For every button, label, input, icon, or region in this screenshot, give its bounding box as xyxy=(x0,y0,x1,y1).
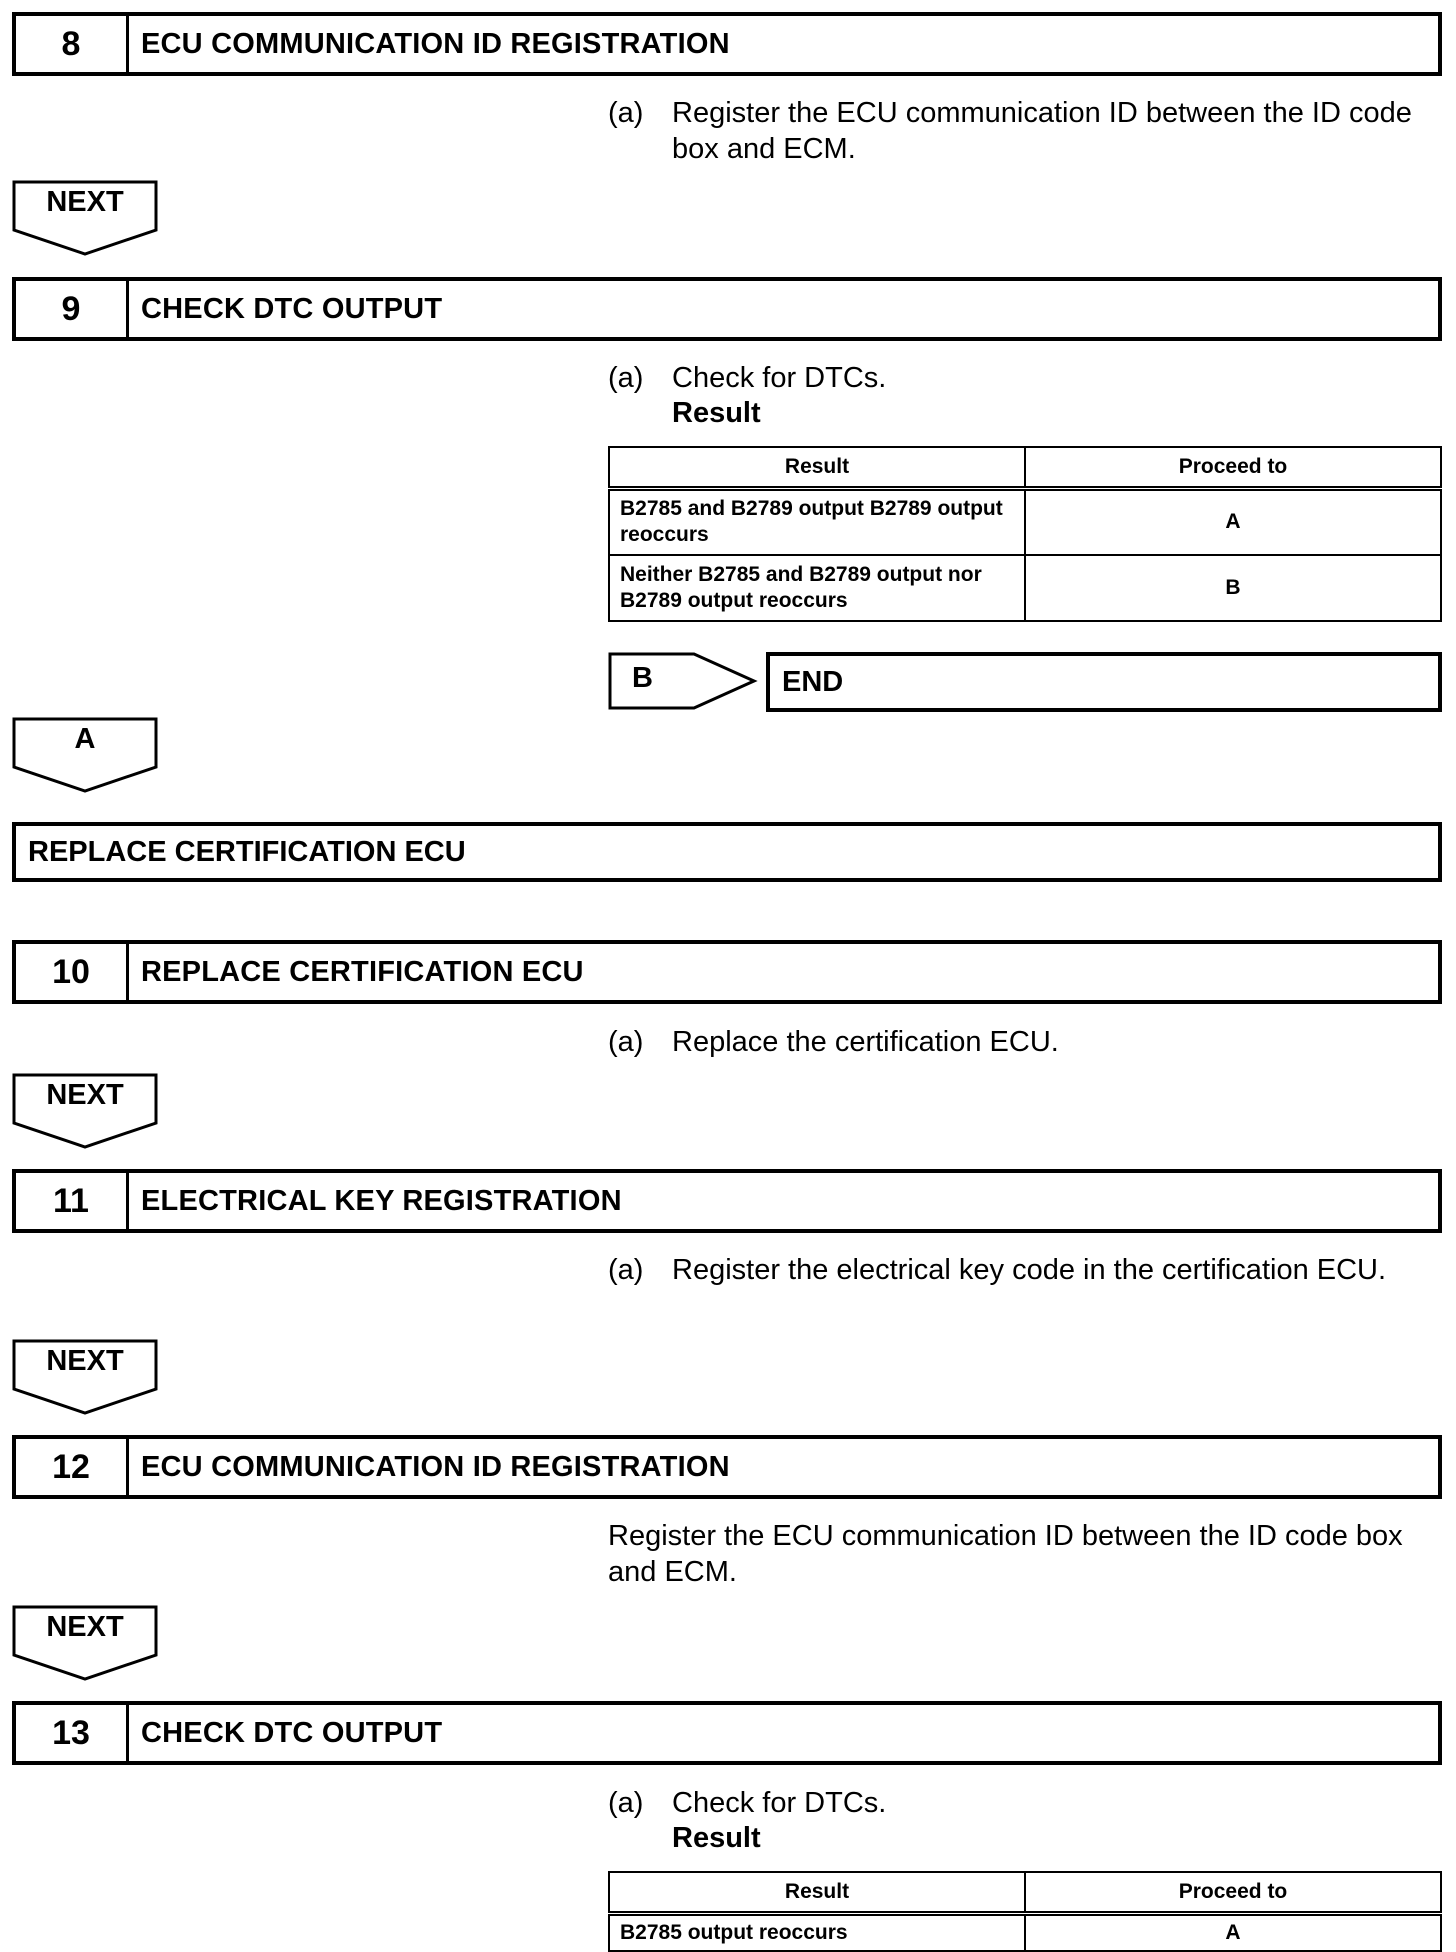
result-table-step-9 xyxy=(608,446,1442,622)
step-9-header xyxy=(12,277,1442,341)
instruction-label: (a) xyxy=(608,1254,644,1286)
instruction-text: Register the ECU communication ID between the ID code box and ECM. xyxy=(672,97,1412,165)
branch-b-arrow[interactable] xyxy=(608,652,758,708)
next-arrow-tab[interactable] xyxy=(12,1605,158,1681)
step-9-instruction xyxy=(608,360,1438,396)
result-cell: Neither B2785 and B2789 output nor B2789 output reoccurs xyxy=(609,555,1025,621)
replace-certification-ecu-box: REPLACE CERTIFICATION ECU xyxy=(12,822,1442,882)
instruction-label: (a) xyxy=(608,362,644,394)
table-row xyxy=(609,1914,1441,1952)
instruction-label: (a) xyxy=(608,1026,644,1058)
instruction-label: (a) xyxy=(608,97,644,129)
next-label: NEXT xyxy=(46,1079,124,1111)
column-header-proceed: Proceed to xyxy=(1025,447,1441,489)
step-8-instruction xyxy=(608,95,1438,167)
right-arrow-tab-icon xyxy=(608,652,758,712)
step-title: ECU COMMUNICATION ID REGISTRATION xyxy=(141,27,730,60)
table-row xyxy=(609,489,1441,555)
step-number: 13 xyxy=(16,1705,129,1761)
step-10-instruction xyxy=(608,1024,1438,1060)
result-cell: B2785 output reoccurs xyxy=(609,1914,1025,1952)
step-12-instruction: Register the ECU communication ID between the ID code box and ECM. xyxy=(608,1520,1403,1588)
next-arrow-tab[interactable] xyxy=(12,180,158,256)
step-title: REPLACE CERTIFICATION ECU xyxy=(141,955,584,988)
step-title: CHECK DTC OUTPUT xyxy=(141,292,443,325)
next-arrow-tab[interactable] xyxy=(12,1339,158,1415)
step-title: CHECK DTC OUTPUT xyxy=(141,1716,443,1749)
next-arrow-tab[interactable] xyxy=(12,1073,158,1149)
table-header-row xyxy=(609,447,1441,489)
instruction-text: Replace the certification ECU. xyxy=(672,1026,1059,1058)
step-number: 11 xyxy=(16,1173,129,1229)
next-label: NEXT xyxy=(46,1611,124,1643)
step-number: 9 xyxy=(16,281,129,337)
end-box: END xyxy=(766,652,1442,712)
result-table-step-13 xyxy=(608,1871,1442,1952)
column-header-result: Result xyxy=(609,447,1025,489)
step-11-instruction xyxy=(608,1252,1438,1288)
proceed-cell: A xyxy=(1025,1914,1441,1952)
proceed-cell: A xyxy=(1025,489,1441,555)
step-title: ELECTRICAL KEY REGISTRATION xyxy=(141,1184,622,1217)
step-12-header xyxy=(12,1435,1442,1499)
result-heading: Result xyxy=(672,397,761,429)
column-header-result: Result xyxy=(609,1872,1025,1914)
step-11-header xyxy=(12,1169,1442,1233)
step-number: 10 xyxy=(16,944,129,1000)
result-cell: B2785 and B2789 output B2789 output reoccurs xyxy=(609,489,1025,555)
instruction-label: (a) xyxy=(608,1787,644,1819)
column-header-proceed: Proceed to xyxy=(1025,1872,1441,1914)
table-header-row xyxy=(609,1872,1441,1914)
step-title: ECU COMMUNICATION ID REGISTRATION xyxy=(141,1450,730,1483)
proceed-cell: B xyxy=(1025,555,1441,621)
next-label: NEXT xyxy=(46,186,124,218)
step-number: 12 xyxy=(16,1439,129,1495)
step-13-instruction xyxy=(608,1785,1438,1821)
instruction-text: Check for DTCs. xyxy=(672,362,887,394)
step-10-header xyxy=(12,940,1442,1004)
next-label: NEXT xyxy=(46,1345,124,1377)
instruction-text: Check for DTCs. xyxy=(672,1787,887,1819)
step-8-header xyxy=(12,12,1442,76)
result-heading: Result xyxy=(672,1822,761,1854)
branch-a-label: A xyxy=(74,723,96,755)
branch-b-label: B xyxy=(632,662,653,694)
branch-a-tab[interactable] xyxy=(12,717,158,793)
instruction-text: Register the electrical key code in the certification ECU. xyxy=(672,1254,1387,1286)
step-number: 8 xyxy=(16,16,129,72)
step-13-header xyxy=(12,1701,1442,1765)
table-row xyxy=(609,555,1441,621)
